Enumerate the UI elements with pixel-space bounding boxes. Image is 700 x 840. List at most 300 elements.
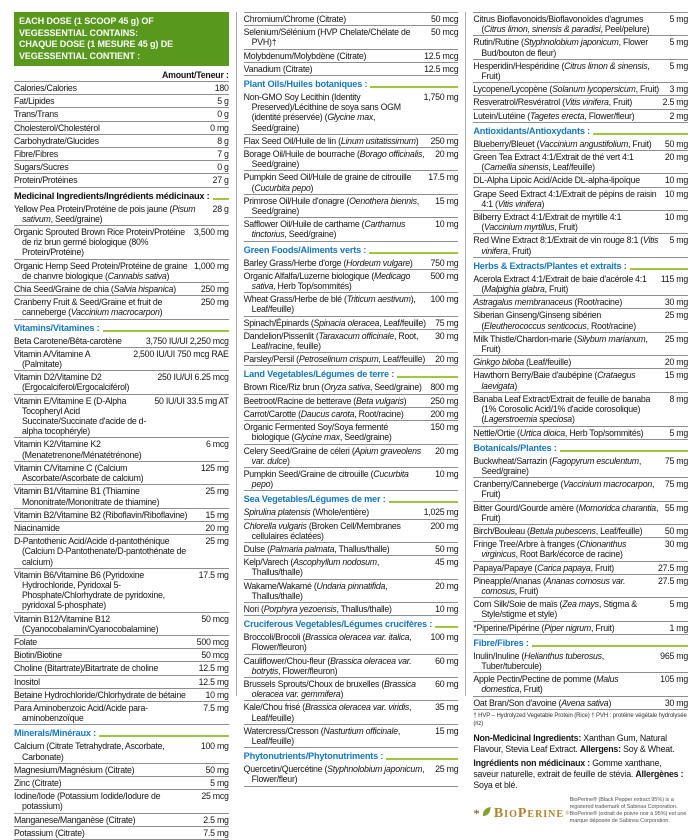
ingredient-name: Molybdenum/Molybdène (Citrate) bbox=[243, 50, 367, 61]
section-header bbox=[244, 494, 459, 506]
ingredient-row bbox=[244, 330, 459, 353]
ingredient-name: Vitamin B6/Vitamine B6 (Pyridoxine Hydrochloride, Pyridoxal 5-Phosphate/Chlorhydrate de pyridoxine, pyridoxal 5-phosphate) bbox=[14, 569, 165, 611]
ingredient-name: Vitamin C/Vitamine C (Calcium Ascorbate/Ascorbate de calcium) bbox=[14, 462, 144, 484]
ingredient-row bbox=[473, 151, 688, 174]
ingredient-name: DL-Alpha Lipoic Acid/Acide DL-alpha-lipoïque bbox=[473, 175, 640, 186]
ingredient-name: Siberian Ginseng/Ginseng sibérien (Eleutherococcus senticocus, Root/racine) bbox=[473, 310, 636, 331]
ingredient-row bbox=[14, 296, 229, 319]
ingredient-row bbox=[244, 468, 459, 491]
ingredient-row bbox=[473, 83, 688, 96]
ingredient-name: Vanadium (Citrate) bbox=[243, 63, 313, 74]
ingredient-row bbox=[14, 764, 229, 777]
ingredient-amount: 30 mg bbox=[664, 297, 689, 308]
ingredient-name: Oat Bran/Son d'avoine (Avena sativa) bbox=[473, 697, 612, 708]
ingredient-row bbox=[244, 543, 459, 556]
ingredient-row bbox=[14, 569, 229, 613]
ingredient-amount: 20 mg bbox=[205, 522, 229, 533]
ingredient-row bbox=[473, 234, 688, 257]
ingredient-row bbox=[244, 520, 459, 543]
ingredient-row bbox=[244, 171, 459, 194]
ingredient-row bbox=[244, 763, 459, 786]
ingredient-row bbox=[244, 580, 459, 603]
ingredient-amount: 50 mg bbox=[205, 764, 229, 775]
ingredient-name: Magnesium/Magnésium (Citrate) bbox=[14, 764, 135, 775]
ingredient-amount: 20 mg bbox=[435, 445, 459, 456]
ingredient-row bbox=[244, 317, 459, 330]
ingredient-amount: 50 mg bbox=[664, 138, 689, 149]
ingredient-row bbox=[244, 12, 459, 26]
ingredient-name: Selenium/Sélénium (HVP Chelate/Chélate de PVH)† bbox=[243, 27, 411, 48]
ingredient-row bbox=[14, 371, 229, 394]
ingredient-amount: 10 mg bbox=[435, 219, 459, 230]
ingredient-name: Organic Alfalfa/Luzerne biologique (Medicago sativa, Herb Top/sommités) bbox=[243, 270, 411, 292]
section-underline bbox=[630, 268, 688, 270]
ingredient-amount: 15 mg bbox=[435, 195, 459, 206]
ingredient-amount: 8 mg bbox=[669, 393, 689, 404]
section-header-label: Medicinal Ingredients/Ingrédients médicinaux : bbox=[14, 190, 210, 201]
section-header-label: Vitamins/Vitamines : bbox=[14, 322, 100, 333]
ingredient-row bbox=[473, 525, 688, 538]
ingredient-name: Pumpkin Seed/Graine de citrouille (Cucurbita pepo) bbox=[243, 468, 409, 490]
ingredient-name: Green Tea Extract 4:1/Extrait de thé vert 4:1 (Camellia sinensis, Leaf/feuille) bbox=[473, 152, 634, 173]
non-medicinal-ingredients-en: Non-Medicinal Ingredients: Xanthan Gum, Natural Flavour, Stevia Leaf Extract. Allergens: Soy & Wheat. bbox=[473, 732, 675, 754]
ingredient-name: Potassium (Citrate) bbox=[14, 827, 85, 838]
ingredient-name: Chlorella vulgaris (Broken Cell/Membranes cellulaires éclatées) bbox=[243, 520, 401, 541]
ingredient-amount: 12.5 mg bbox=[198, 676, 229, 687]
section-header bbox=[473, 443, 688, 455]
ingredient-row bbox=[14, 814, 229, 827]
ingredient-amount: 15 mg bbox=[435, 725, 459, 736]
ingredient-name: Trans/Trans bbox=[14, 109, 59, 120]
ingredient-name: Barley Grass/Herbe d'orge (Hordeum vulgare) bbox=[243, 257, 413, 268]
ingredient-name: *Piperine/Pipérine (Piper nigrum, Fruit) bbox=[473, 622, 615, 633]
ingredient-amount: 5 mg bbox=[669, 235, 689, 246]
ingredient-row bbox=[473, 60, 688, 83]
section-header-label: Cruciferous Vegetables/Légumes crucifères : bbox=[243, 619, 433, 630]
section-underline bbox=[593, 133, 688, 135]
ingredient-row bbox=[473, 697, 688, 710]
ingredient-name: Resveratrol/Resvératrol (Vitis vinifera, Fruit) bbox=[473, 97, 633, 108]
ingredient-name: Borage Oil/Huile de bourrache (Borago officinalis, Seed/graine) bbox=[243, 149, 425, 170]
section-underline bbox=[213, 198, 229, 200]
ingredient-row bbox=[473, 502, 688, 525]
ingredient-row bbox=[473, 393, 688, 427]
ingredient-amount: 1,000 mg bbox=[193, 260, 229, 271]
ingredient-row bbox=[473, 36, 688, 59]
ingredient-amount: 10 mg bbox=[205, 689, 229, 700]
ingredient-amount: 5 mg bbox=[669, 14, 689, 24]
ingredient-row bbox=[244, 91, 459, 135]
ingredient-amount: 50 mcg bbox=[201, 613, 229, 624]
bioperine-trademark-text: BioPerine® (Black Pepper extract 95%) is a registered trademark of Sabinsa Corporation. BioPerine® (extrait de poivre noir à 95%) est une marque déposée de Sabinsa Corporation. bbox=[569, 796, 687, 824]
ingredient-amount: 200 mg bbox=[430, 520, 459, 531]
ingredient-amount: 12.5 mg bbox=[198, 663, 229, 674]
ingredient-row bbox=[14, 535, 229, 569]
ingredient-row bbox=[14, 260, 229, 283]
ingredient-name: Red Wine Extract 8:1/Extrait de vin rouge 8:1 (Vitis vinifera, Fruit) bbox=[473, 235, 659, 256]
ingredient-name: Papaya/Papaye (Carica papaya, Fruit) bbox=[473, 562, 614, 573]
ingredient-row bbox=[14, 662, 229, 675]
ingredient-amount: 115 mg bbox=[660, 273, 689, 284]
ingredient-row bbox=[244, 50, 459, 63]
ingredient-amount: 20 mg bbox=[435, 580, 459, 591]
ingredient-row bbox=[244, 26, 459, 49]
ingredient-amount: 3,500 mg bbox=[193, 227, 229, 238]
ingredient-row bbox=[473, 538, 688, 561]
ingredient-name: Betaine Hydrochloride/Chlorhydrate de bétaine bbox=[14, 689, 186, 700]
ingredient-name: Pineapple/Ananas (Ananas comosus var. comosus, Fruit) bbox=[473, 575, 626, 596]
ingredient-name: Chia Seed/Graine de chia (Salvia hispanica) bbox=[14, 284, 176, 295]
ingredient-amount: 20 mg bbox=[435, 149, 459, 160]
ingredient-row bbox=[473, 110, 688, 123]
ingredient-amount: 60 mg bbox=[435, 655, 459, 666]
ingredient-amount: 250 IU/UI 6.25 mcg bbox=[157, 372, 229, 383]
ingredient-row bbox=[14, 135, 229, 148]
ingredient-name: Fibre/Fibres bbox=[14, 149, 58, 160]
ingredient-name: Manganese/Manganèse (Citrate) bbox=[14, 814, 136, 825]
ingredient-name: Organic Hemp Seed Protein/Protéine de graine de chanvre biologique (Cannabis sativa) bbox=[14, 260, 188, 281]
ingredient-name: Vitamin E/Vitamine E (D-Alpha Tocopheryl Acid Succinate/Succinate d'acide de d-alpha tocophéryle) bbox=[14, 395, 146, 437]
section-header bbox=[244, 79, 459, 91]
bioperine-leaf-icon bbox=[481, 805, 492, 823]
dose-header-line-fr: CHAQUE DOSE (1 MESURE 45 g) DE VEGESSENTIAL CONTIENT : bbox=[19, 39, 174, 61]
section-header bbox=[473, 261, 688, 273]
ingredient-amount: 100 mg bbox=[430, 632, 459, 643]
ingredient-row bbox=[14, 348, 229, 371]
ingredient-row bbox=[473, 650, 688, 673]
ingredient-row bbox=[244, 270, 459, 293]
section-header bbox=[473, 638, 688, 650]
ingredient-row bbox=[14, 226, 229, 260]
section-underline bbox=[386, 758, 458, 760]
ingredient-name: Astragalus membranaceus (Root/racine) bbox=[473, 297, 623, 308]
ingredient-amount: 8 g bbox=[217, 135, 229, 146]
ingredient-row bbox=[14, 636, 229, 649]
ingredient-name: Nettle/Ortie (Urtica dioica, Herb Top/sommités) bbox=[473, 427, 644, 438]
ingredient-row bbox=[244, 655, 459, 678]
section-underline bbox=[369, 252, 458, 254]
section-underline bbox=[370, 86, 458, 88]
ingredient-amount: 5 mg bbox=[210, 777, 229, 788]
dose-header bbox=[14, 12, 229, 66]
ingredient-row bbox=[14, 790, 229, 813]
section-header bbox=[14, 728, 229, 740]
ingredient-row bbox=[473, 333, 688, 356]
ingredient-name: Lutein/Lutéine (Tagetes erecta, Flower/fleur) bbox=[473, 110, 635, 121]
ingredient-name: Celery Seed/Graine de céleri (Apium graveolens var. dulce) bbox=[243, 445, 421, 466]
ingredient-amount: 2,500 IU/UI 750 mcg RAE bbox=[133, 348, 229, 359]
bioperine-star-mark: * bbox=[473, 805, 480, 821]
section-header bbox=[14, 191, 229, 203]
ingredient-amount: 750 mg bbox=[430, 257, 459, 268]
ingredient-row bbox=[244, 148, 459, 171]
ingredient-row bbox=[14, 462, 229, 485]
ingredient-name: Calories/Calories bbox=[14, 83, 77, 93]
ingredient-row bbox=[244, 701, 459, 724]
ingredient-amount: 250 mg bbox=[200, 284, 229, 295]
ingredient-name: Grape Seed Extract 4:1/Extrait de pépins de raisin 4:1 (Vitis vinifera) bbox=[473, 188, 657, 209]
ingredient-amount: 12.5 mcg bbox=[424, 63, 459, 74]
ingredient-amount: 5 mg bbox=[669, 37, 689, 48]
ingredient-row bbox=[473, 356, 688, 369]
section-header-label: Sea Vegetables/Légumes de mer : bbox=[243, 494, 386, 505]
amount-column-label: Amount/Teneur : bbox=[14, 68, 229, 82]
ingredient-amount: 75 mg bbox=[664, 479, 689, 490]
ingredient-name: Yellow Pea Protein/Protéine de pois jaune (Pisum sativum, Seed/graine) bbox=[14, 203, 196, 224]
ingredient-row bbox=[14, 509, 229, 522]
bioperine-block bbox=[473, 797, 688, 825]
section-underline bbox=[560, 450, 688, 452]
ingredient-amount: 125 mg bbox=[200, 462, 229, 473]
ingredient-name: Vitamin B2/Vitamine B2 (Riboflavin/Riboflavine) bbox=[14, 509, 188, 520]
ingredient-row bbox=[473, 673, 688, 696]
ingredient-name: Bilberry Extract 4:1/Extrait de myrtille 4:1 (Vaccinium myrtillus, Fruit) bbox=[473, 212, 622, 233]
label-columns bbox=[14, 12, 689, 838]
ingredient-amount: 2.5 mg bbox=[203, 814, 229, 825]
ingredient-amount: 100 mg bbox=[200, 741, 229, 752]
ingredient-row bbox=[14, 702, 229, 725]
ingredient-name: Brown Rice/Riz brun (Oryza sativa, Seed/graine) bbox=[243, 382, 422, 393]
ingredient-row bbox=[473, 575, 688, 598]
ingredient-row bbox=[14, 613, 229, 636]
ingredient-row bbox=[14, 283, 229, 296]
ingredient-row bbox=[473, 138, 688, 151]
ingredient-row bbox=[244, 63, 459, 76]
ingredient-amount: 965 mg bbox=[660, 650, 689, 661]
section-header-label: Green Foods/Aliments verts : bbox=[243, 244, 367, 255]
ingredient-row bbox=[473, 296, 688, 309]
section-underline bbox=[389, 501, 459, 503]
bioperine-logo bbox=[473, 797, 569, 823]
dose-header-line-en: EACH DOSE (1 SCOOP 45 g) OF VEGESSENTIAL CONTAINS: bbox=[19, 16, 154, 38]
ingredient-row bbox=[473, 211, 688, 234]
ingredient-row bbox=[14, 335, 229, 348]
ingredient-name: Blueberry/Bleuet (Vaccinium angustifolium, Fruit) bbox=[473, 138, 652, 149]
ingredient-name: Inositol bbox=[14, 676, 40, 687]
ingredient-row bbox=[14, 108, 229, 121]
ingredient-amount: 28 g bbox=[212, 203, 229, 214]
column-2-rows bbox=[244, 12, 459, 787]
ingredient-amount: 2.5 mg bbox=[662, 97, 689, 108]
ingredient-name: Dandelion/Pissenlit (Taraxacum officinale, Root, Leaf/racine, feuille) bbox=[243, 330, 419, 352]
ingredient-amount: 60 mg bbox=[435, 678, 459, 689]
ingredient-amount: 75 mg bbox=[435, 317, 459, 328]
column-2 bbox=[236, 12, 466, 785]
ingredient-row bbox=[14, 649, 229, 662]
ingredient-name: Organic Fermented Soy/Soya fermenté biologique (Glycine max, Seed/graine) bbox=[243, 422, 392, 443]
ingredient-name: Flax Seed Oil/Huile de lin (Linum usitatissimum) bbox=[243, 135, 419, 146]
ingredient-row bbox=[244, 408, 459, 421]
ingredient-amount: 50 IU/UI 33.5 mg AT bbox=[154, 395, 229, 406]
ingredient-amount: 45 mg bbox=[435, 557, 459, 568]
ingredient-name: Bitter Gourd/Gourde amère (Momoridca charantia, Fruit) bbox=[473, 502, 659, 523]
ingredient-row bbox=[473, 622, 688, 635]
ingredient-name: Parsley/Persil (Petroselinum crispum, Leaf/feuille) bbox=[243, 354, 426, 365]
ingredient-row bbox=[244, 195, 459, 218]
ingredient-amount: 25 mg bbox=[435, 764, 459, 775]
ingredient-name: Nori (Porphyra yezoensis, Thallus/thalle) bbox=[243, 603, 392, 614]
ingredient-name: Brussels Sprouts/Choux de bruxelles (Brassica oleracea var. gemmifera) bbox=[243, 678, 416, 700]
ingredient-name: Pumpkin Seed Oil/Huile de graine de citrouille (Cucurbita pepo) bbox=[243, 172, 412, 193]
ingredient-amount: 17.5 mg bbox=[428, 172, 459, 183]
ingredient-name: Carbohydrate/Glucides bbox=[14, 135, 99, 146]
ingredient-name: Kelp/Varech (Ascophyllum nodosum, Thallus/thalle) bbox=[243, 557, 380, 578]
ingredient-row bbox=[244, 445, 459, 468]
ingredient-amount: 200 mg bbox=[430, 408, 459, 419]
ingredient-amount: 180 bbox=[214, 83, 229, 93]
ingredient-amount: 27.5 mg bbox=[657, 562, 689, 573]
ingredient-name: Cholesterol/Cholestérol bbox=[14, 122, 100, 133]
ingredient-amount: 10 mg bbox=[664, 175, 689, 186]
ingredient-name: Watercress/Cresson (Nasturtium officinale, Leaf/feuille) bbox=[243, 725, 401, 746]
ingredient-amount: 10 mg bbox=[664, 212, 689, 223]
ingredient-amount: 25 mg bbox=[205, 536, 229, 547]
section-header-label: Antioxidants/Antioxydants : bbox=[473, 125, 590, 136]
ingredient-row bbox=[473, 562, 688, 575]
ingredient-row bbox=[244, 421, 459, 444]
ingredient-name: Para Aminobenzoic Acid/Acide para-aminobenzoïque bbox=[14, 702, 148, 724]
ingredient-amount: 100 mg bbox=[430, 294, 459, 305]
ingredient-row bbox=[244, 395, 459, 408]
section-header-label: Fibre/Fibres : bbox=[473, 637, 529, 648]
ingredient-amount: 3,750 IU/UI 2,250 mcg bbox=[145, 335, 229, 346]
ingredient-row bbox=[244, 603, 459, 616]
ingredient-amount: 17.5 mg bbox=[198, 569, 229, 580]
ingredient-row bbox=[14, 676, 229, 689]
ingredient-row bbox=[14, 161, 229, 174]
section-underline bbox=[435, 626, 458, 628]
column-1-rows bbox=[14, 82, 229, 840]
ingredient-row bbox=[244, 257, 459, 270]
ingredient-amount: 35 mg bbox=[435, 702, 459, 713]
ingredient-name: Choline (Bitartrate)/Bitartrate de choline bbox=[14, 663, 159, 674]
ingredient-amount: 55 mg bbox=[664, 502, 689, 513]
ingredient-amount: 25 mg bbox=[664, 333, 689, 344]
ingredient-amount: 15 mg bbox=[205, 509, 229, 520]
ingredient-amount: 2 mg bbox=[669, 110, 689, 121]
ingredient-amount: 27 g bbox=[212, 175, 229, 186]
section-header bbox=[473, 126, 688, 138]
ingredient-name: Iodine/Iode (Potassium Iodide/Iodure de potassium) bbox=[14, 791, 161, 812]
ingredient-row bbox=[244, 506, 459, 519]
ingredient-row bbox=[473, 96, 688, 109]
ingredient-row bbox=[244, 218, 459, 241]
ingredient-row bbox=[14, 148, 229, 161]
ingredient-row bbox=[473, 309, 688, 332]
section-header-label: Herbs & Extracts/Plantes et extraits : bbox=[473, 260, 627, 271]
ingredient-name: Acerola Extract 4:1/Extrait de baie d'acérole 4:1 (Malpighia glabra, Fruit) bbox=[473, 273, 647, 295]
section-header bbox=[244, 619, 459, 631]
ingredient-row bbox=[473, 455, 688, 478]
ingredient-amount: 1,025 mg bbox=[423, 507, 459, 518]
ingredient-row bbox=[473, 478, 688, 501]
ingredient-amount: 75 mg bbox=[664, 455, 689, 466]
ingredient-name: Fat/Lipides bbox=[14, 96, 55, 107]
ingredient-name: Vitamin K2/Vitamine K2 (Menatetrenone/Ménatétrénone) bbox=[14, 439, 142, 460]
ingredient-amount: 50 mg bbox=[435, 543, 459, 554]
ingredient-row bbox=[14, 122, 229, 135]
ingredient-name: Citrus Bioflavonoids/Bioflavonoïdes d'agrumes (Citrus limon, sinensis & paradisi, Peel/pelure) bbox=[473, 14, 650, 35]
ingredient-amount: 20 mg bbox=[664, 357, 689, 368]
section-header-label: Plant Oils/Huiles botaniques : bbox=[243, 79, 368, 90]
ingredient-amount: 5 mg bbox=[669, 599, 689, 610]
ingredient-name: Protein/Protéines bbox=[14, 175, 78, 186]
ingredient-row bbox=[244, 353, 459, 366]
ingredient-name: Ginkgo biloba (Leaf/feuille) bbox=[473, 357, 571, 368]
ingredient-amount: 27.5 mg bbox=[657, 575, 689, 586]
ingredient-name: Chromium/Chrome (Citrate) bbox=[243, 14, 346, 24]
ingredient-name: Quercetin/Quercétine (Styphnolobium japonicum, Flower/fleur) bbox=[243, 764, 425, 785]
ingredient-amount: 5 mg bbox=[669, 427, 689, 438]
ingredient-name: Beetroot/Racine de betterave (Beta vulgaris) bbox=[243, 395, 407, 406]
ingredient-amount: 250 mg bbox=[200, 297, 229, 308]
ingredient-name: Lycopene/Lycopène (Solanum lycopersicum, Fruit) bbox=[473, 84, 659, 95]
ingredient-amount: 7.5 mg bbox=[203, 827, 229, 838]
ingredient-amount: 25 mcg bbox=[201, 791, 229, 802]
ingredient-name: Wheat Grass/Herbe de blé (Triticum aestivum), Leaf/feuille) bbox=[243, 294, 416, 315]
ingredient-amount: 30 mg bbox=[435, 330, 459, 341]
section-header bbox=[244, 751, 459, 763]
ingredient-name: D-Pantothenic Acid/Acide d-pantothénique (Calcium D-Pantothenate/D-pantothénate de calcium) bbox=[14, 536, 186, 567]
ingredient-name: Apple Pectin/Pectine de pomme (Malus domestica, Fruit) bbox=[473, 674, 619, 695]
ingredient-name: Banaba Leaf Extract/Extrait de feuille de banaba (1% Corosolic Acid/1% d'acide corosolique) (Lagerstroemia speciosa) bbox=[473, 393, 651, 425]
ingredient-name: Organic Sprouted Brown Rice Protein/Protéine de riz brun germé biologique (80% Protein/Protéine) bbox=[14, 227, 185, 258]
ingredient-name: Rutin/Rutine (Styphnolobium japonicum, Flower Bud/bouton de fleur) bbox=[473, 37, 648, 58]
ingredient-amount: 0 g bbox=[217, 162, 229, 173]
ingredient-row bbox=[244, 725, 459, 748]
ingredient-amount: 50 mcg bbox=[201, 650, 229, 661]
section-header-label: Botanicals/Plantes : bbox=[473, 442, 557, 453]
ingredient-amount: 0 mg bbox=[210, 122, 229, 133]
ingredient-row bbox=[473, 427, 688, 440]
ingredient-name: Vitamin D2/Vitamine D2 (Ergocalciferol/Ergocalciférol) bbox=[14, 372, 130, 393]
ingredient-row bbox=[244, 556, 459, 579]
ingredient-row bbox=[14, 827, 229, 840]
ingredient-row bbox=[14, 522, 229, 535]
ingredient-row bbox=[473, 188, 688, 211]
section-underline bbox=[397, 376, 458, 378]
column-1 bbox=[14, 12, 236, 838]
ingredient-amount: 5 g bbox=[217, 96, 229, 107]
ingredient-name: Niacinamide bbox=[14, 522, 60, 533]
ingredient-name: Folate bbox=[14, 636, 37, 647]
ingredient-row bbox=[14, 777, 229, 790]
ingredient-row bbox=[14, 203, 229, 226]
ingredient-amount: 10 mg bbox=[435, 603, 459, 614]
ingredient-name: Biotin/Biotine bbox=[14, 650, 62, 661]
ingredient-row bbox=[14, 95, 229, 108]
ingredient-row bbox=[244, 135, 459, 148]
ingredient-row bbox=[14, 174, 229, 187]
ingredient-amount: 105 mg bbox=[660, 674, 689, 685]
ingredient-name: Vitamin A/Vitamine A (Palmitate) bbox=[14, 348, 90, 370]
ingredient-name: Vitamin B1/Vitamine B1 (Thiamine Mononitrate/Mononitrate de thiamine) bbox=[14, 486, 160, 507]
ingredient-name: Cranberry Fruit & Seed/Graine et fruit de canneberge (Vaccinium macrocarpon) bbox=[14, 297, 163, 318]
ingredient-amount: 7.5 mg bbox=[203, 702, 229, 713]
ingredient-amount: 50 mcg bbox=[430, 14, 459, 24]
ingredient-name: Milk Thistle/Chardon-marie (Silybum marianum, Fruit) bbox=[473, 333, 648, 355]
section-underline bbox=[103, 330, 229, 332]
ingredient-name: Zinc (Citrate) bbox=[14, 777, 62, 788]
ingredient-row bbox=[14, 82, 229, 95]
ingredient-name: Buckwheat/Sarrazin (Fagopyrum esculentum, Seed/graine) bbox=[473, 455, 642, 476]
ingredient-row bbox=[473, 12, 688, 36]
ingredient-name: Calcium (Citrate Tetrahydrate, Ascorbate, Carbonate) bbox=[14, 741, 165, 762]
hvp-footnote: † HVP – Hydrolyzed Vegetable Protein (Rice) † PVH : protéine végétale hydrolysée (riz) bbox=[473, 712, 687, 727]
ingredient-name: Fringe Tree/Arbre à franges (Chionanthus virginicus, Root Bark/écorce de racine) bbox=[473, 539, 627, 560]
ingredient-amount: 250 mg bbox=[430, 395, 459, 406]
ingredient-amount: 20 mg bbox=[664, 152, 689, 163]
